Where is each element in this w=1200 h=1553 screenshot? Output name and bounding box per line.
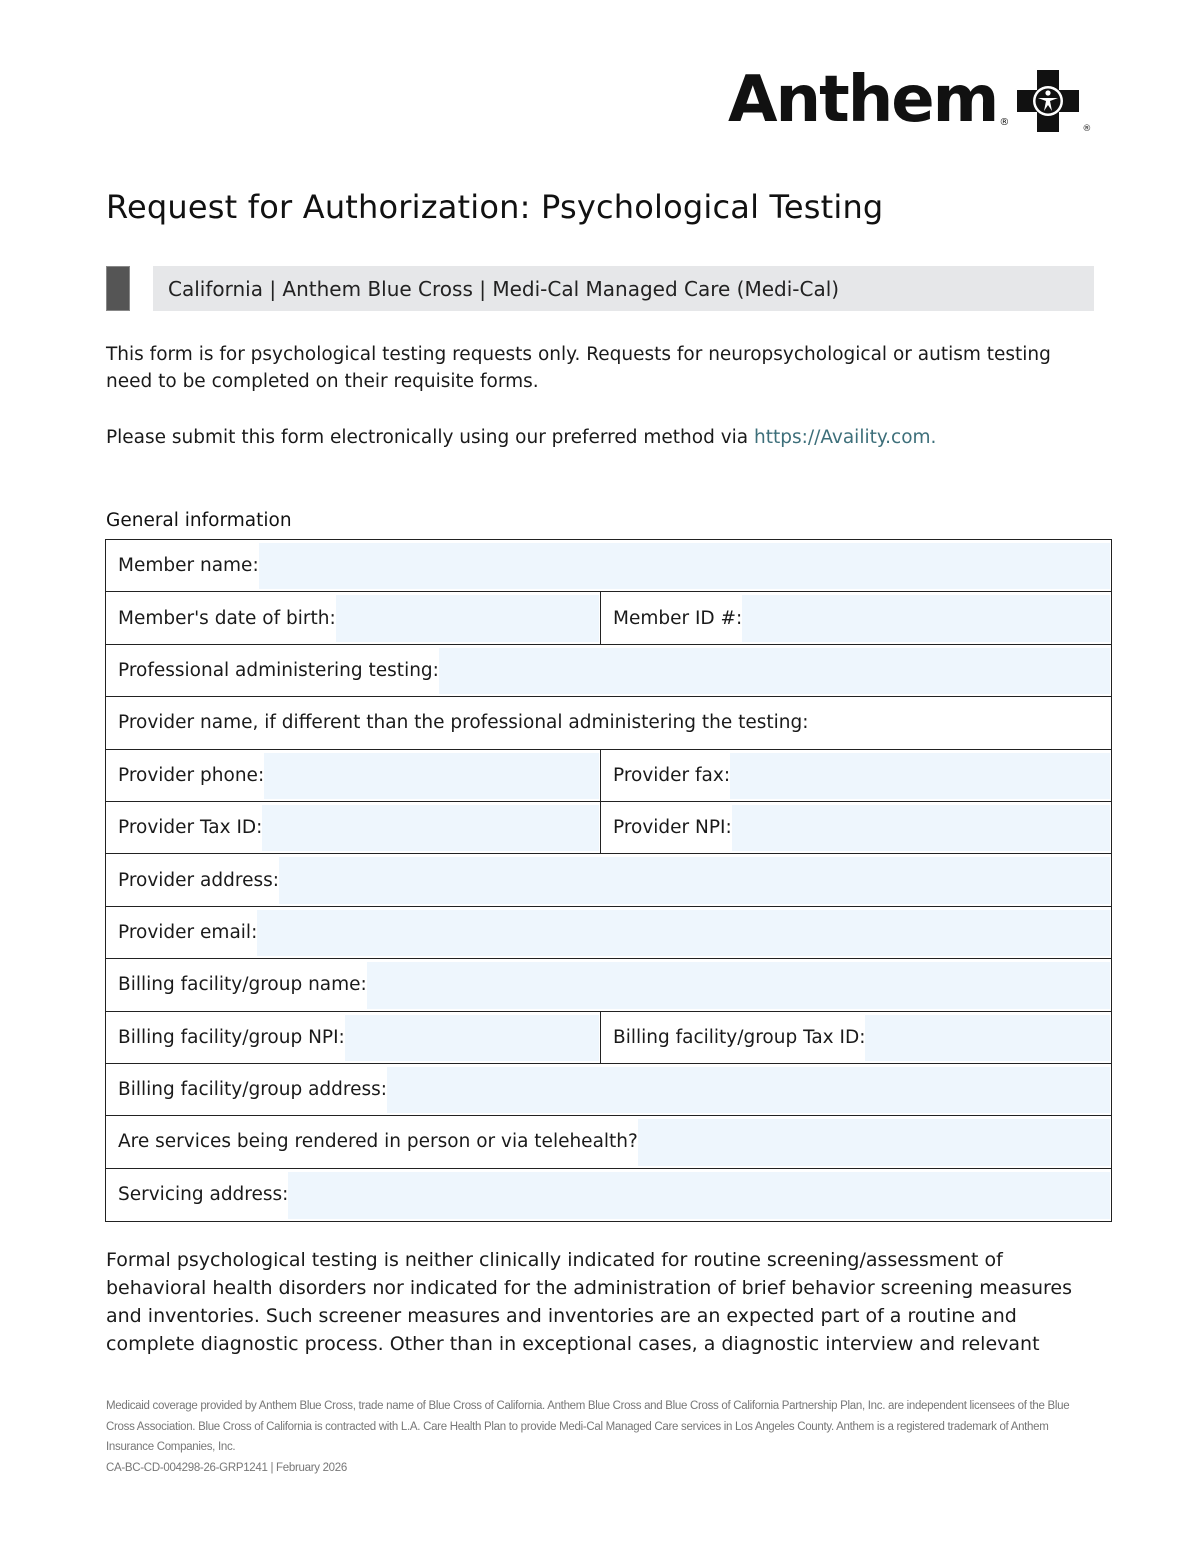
provider-tax-id-label: Provider Tax ID: (118, 817, 263, 839)
logo-mark-registered: ® (1082, 124, 1092, 134)
form-row (106, 697, 1111, 749)
billing-address-field[interactable] (387, 1067, 1110, 1113)
provider-phone-field[interactable] (264, 753, 599, 799)
form-row (106, 1169, 1111, 1221)
provider-fax-cell (601, 750, 1111, 801)
billing-npi-cell (106, 1012, 601, 1063)
billing-tax-id-label: Billing facility/group Tax ID: (613, 1026, 866, 1048)
provider-tax-id-field[interactable] (262, 805, 599, 851)
form-row (106, 540, 1111, 592)
provider-name-label: Provider name, if different than the professional administering the testing: (118, 712, 809, 734)
servicing-address-cell (106, 1169, 1111, 1221)
billing-name-cell (106, 959, 1111, 1010)
general-information-form (105, 539, 1112, 1222)
form-row (106, 1116, 1111, 1168)
provider-address-field[interactable] (279, 857, 1110, 903)
servicing-address-label: Servicing address: (118, 1184, 289, 1206)
professional-cell (106, 645, 1111, 696)
provider-phone-cell (106, 750, 601, 801)
servicing-address-field[interactable] (288, 1172, 1110, 1219)
footer (106, 1396, 1076, 1478)
submission-paragraph (106, 424, 1096, 451)
billing-npi-field[interactable] (345, 1015, 599, 1061)
region-text: California | Anthem Blue Cross | Medi-Cal Managed Care (Medi-Cal) (168, 276, 840, 301)
billing-tax-id-cell (601, 1012, 1111, 1063)
page-title: Request for Authorization: Psychological Testing (106, 188, 884, 226)
member-dob-cell (106, 592, 601, 643)
provider-phone-label: Provider phone: (118, 764, 265, 786)
provider-fax-label: Provider fax: (613, 764, 731, 786)
form-row (106, 802, 1111, 854)
billing-name-label: Billing facility/group name: (118, 974, 367, 996)
provider-tax-id-cell (106, 802, 601, 853)
professional-field[interactable] (439, 648, 1110, 694)
telehealth-label: Are services being rendered in person or via telehealth? (118, 1131, 638, 1153)
member-id-cell (601, 592, 1111, 643)
submission-text: Please submit this form electronically using our preferred method via (106, 427, 755, 448)
provider-email-label: Provider email: (118, 921, 258, 943)
member-id-field[interactable] (742, 595, 1110, 641)
blue-cross-icon (1017, 70, 1092, 134)
form-row (106, 750, 1111, 802)
form-row (106, 907, 1111, 959)
member-id-label: Member ID #: (613, 607, 743, 629)
provider-email-field[interactable] (257, 910, 1110, 956)
member-name-cell (106, 540, 1111, 591)
billing-npi-label: Billing facility/group NPI: (118, 1026, 345, 1048)
testing-criteria-paragraph: Formal psychological testing is neither clinically indicated for routine screening/assessment of behavioral health disorders nor indicated for the administration of brief behavior screening measures and inventories. Such screener measures and inventories are an expected part of a routine and complete diagnostic process. Other than in exceptional cases, a diagnostic interview and relevant (106, 1249, 1073, 1355)
telehealth-cell (106, 1116, 1111, 1167)
form-row (106, 1064, 1111, 1116)
provider-address-label: Provider address: (118, 869, 279, 891)
form-row (106, 959, 1111, 1011)
member-dob-label: Member's date of birth: (118, 607, 336, 629)
general-information-heading: General information (106, 510, 292, 531)
logo-registered-mark: ® (999, 117, 1010, 128)
availity-link[interactable]: https://Availity.com. (754, 427, 937, 448)
form-row (106, 645, 1111, 697)
region-banner (153, 266, 1094, 311)
form-row (106, 592, 1111, 644)
provider-npi-label: Provider NPI: (613, 817, 732, 839)
billing-tax-id-field[interactable] (865, 1015, 1110, 1061)
billing-address-label: Billing facility/group address: (118, 1079, 387, 1101)
form-row (106, 854, 1111, 906)
provider-npi-field[interactable] (732, 805, 1110, 851)
telehealth-field[interactable] (638, 1119, 1110, 1165)
intro-paragraph: This form is for psychological testing requests only. Requests for neuropsychological or autism testing need to be completed on their requisite forms. (106, 344, 1051, 392)
member-name-label: Member name: (118, 555, 259, 577)
provider-npi-cell (601, 802, 1111, 853)
region-marker (106, 266, 130, 311)
provider-address-cell (106, 854, 1111, 905)
billing-name-field[interactable] (367, 962, 1110, 1008)
provider-name-cell (106, 697, 1111, 748)
logo-wordmark: Anthem (728, 63, 998, 137)
anthem-logo (728, 63, 1092, 137)
footer-disclaimer: Medicaid coverage provided by Anthem Blue Cross, trade name of Blue Cross of California. Anthem Blue Cross and Blue Cross of California Partnership Plan, Inc. are independent licensees of the Blue Cross Association. Blue Cross of California is contracted with L.A. Care Health Plan to provide Medi-Cal Managed Care services in Los Angeles County. Anthem is a registered trademark of Anthem Insurance Companies, Inc. (106, 1400, 1070, 1453)
billing-address-cell (106, 1064, 1111, 1115)
member-dob-field[interactable] (336, 595, 599, 641)
provider-email-cell (106, 907, 1111, 958)
member-name-field[interactable] (259, 543, 1110, 589)
provider-fax-field[interactable] (730, 753, 1110, 799)
footer-document-code: CA-BC-CD-004298-26-GRP1241 | February 2026 (106, 1461, 347, 1474)
form-row (106, 1012, 1111, 1064)
professional-label: Professional administering testing: (118, 659, 439, 681)
